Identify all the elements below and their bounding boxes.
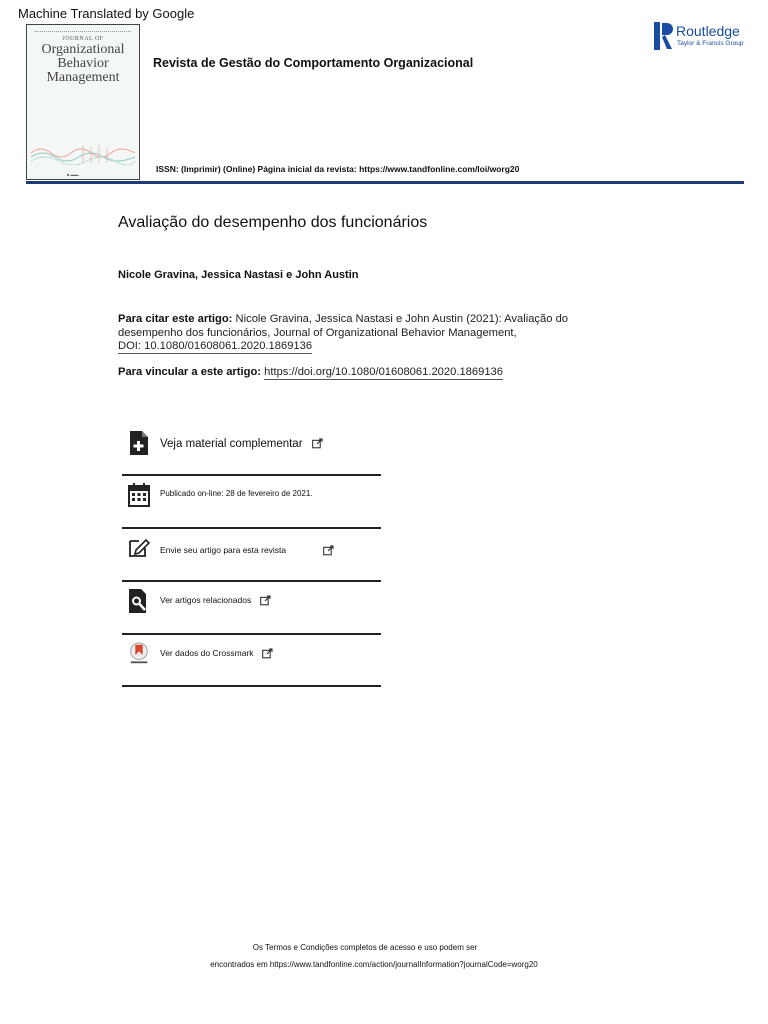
related-articles-item[interactable] xyxy=(122,582,381,635)
citation-label: Para citar este artigo: xyxy=(118,313,233,325)
submit-article-label: Envie seu artigo para esta revista xyxy=(160,545,287,555)
published-online-item xyxy=(122,476,381,529)
edit-icon xyxy=(128,536,150,560)
publisher-name: Routledge xyxy=(676,23,740,39)
supplementary-material-label: Veja material complementar xyxy=(160,438,303,450)
article-authors: Nicole Gravina, Jessica Nastasi e John Austin xyxy=(118,269,359,281)
crossmark-item[interactable] xyxy=(122,635,381,688)
link-to-article xyxy=(118,366,503,378)
related-articles-label: Ver artigos relacionados xyxy=(160,595,252,605)
crossmark-icon xyxy=(128,642,150,666)
citation-doi[interactable]: DOI: 10.1080/01608061.2020.1869136 xyxy=(118,340,313,352)
routledge-r-icon xyxy=(654,22,674,50)
search-document-icon xyxy=(128,589,150,613)
supplementary-material-item[interactable] xyxy=(122,424,381,476)
article-doi-link[interactable]: https://doi.org/10.1080/01608061.2020.1869136 xyxy=(264,366,504,378)
external-link-icon xyxy=(312,438,323,449)
external-link-icon xyxy=(323,545,334,556)
journal-title: Revista de Gestão do Comportamento Organizacional xyxy=(153,56,474,70)
link-label: Para vincular a este artigo: xyxy=(118,366,262,378)
translation-notice: Machine Translated by Google xyxy=(18,6,195,21)
journal-homepage-link[interactable]: revista: https://www.tandfonline.com/loi/worg20 xyxy=(326,164,520,174)
header-divider xyxy=(26,181,744,184)
cover-big-title: Organizational Behavior Management xyxy=(41,42,125,85)
calendar-icon xyxy=(128,483,150,507)
issn-line: ISSN: (Imprimir) (Online) Página inicial da revista: https://www.tandfonline.com/loi/worg20 xyxy=(156,164,520,174)
submit-article-item[interactable] xyxy=(122,529,381,582)
external-link-icon xyxy=(260,595,271,606)
cover-publisher-mark: ■ ▬▬ xyxy=(67,172,79,177)
crossmark-label: Ver dados do Crossmark xyxy=(160,648,254,658)
article-title: Avaliação do desempenho dos funcionários xyxy=(118,214,428,231)
journal-cover-image xyxy=(26,24,140,180)
add-file-icon xyxy=(128,431,150,455)
external-link-icon xyxy=(262,648,273,659)
cover-small-title: JOURNAL OF xyxy=(62,36,104,42)
citation-text: Nicole Gravina, Jessica Nastasi e John Austin (2021): Avaliação do desempenho dos funcionários, Journal of Organizational Behavior Management, xyxy=(118,313,569,339)
published-online-label: Publicado on-line: 28 de fevereiro de 2021. xyxy=(160,489,313,498)
terms-footer-line1: Os Termos e Condições completos de acesso e uso podem ser xyxy=(252,943,478,952)
citation-block xyxy=(118,312,588,340)
cover-wave-graphic xyxy=(31,143,135,165)
terms-footer-line2[interactable]: encontrados em https://www.tandfonline.com/action/journalInformation?journalCode=worg20 xyxy=(210,960,538,969)
publisher-subtitle: Taylor & Francis Group xyxy=(677,40,744,47)
